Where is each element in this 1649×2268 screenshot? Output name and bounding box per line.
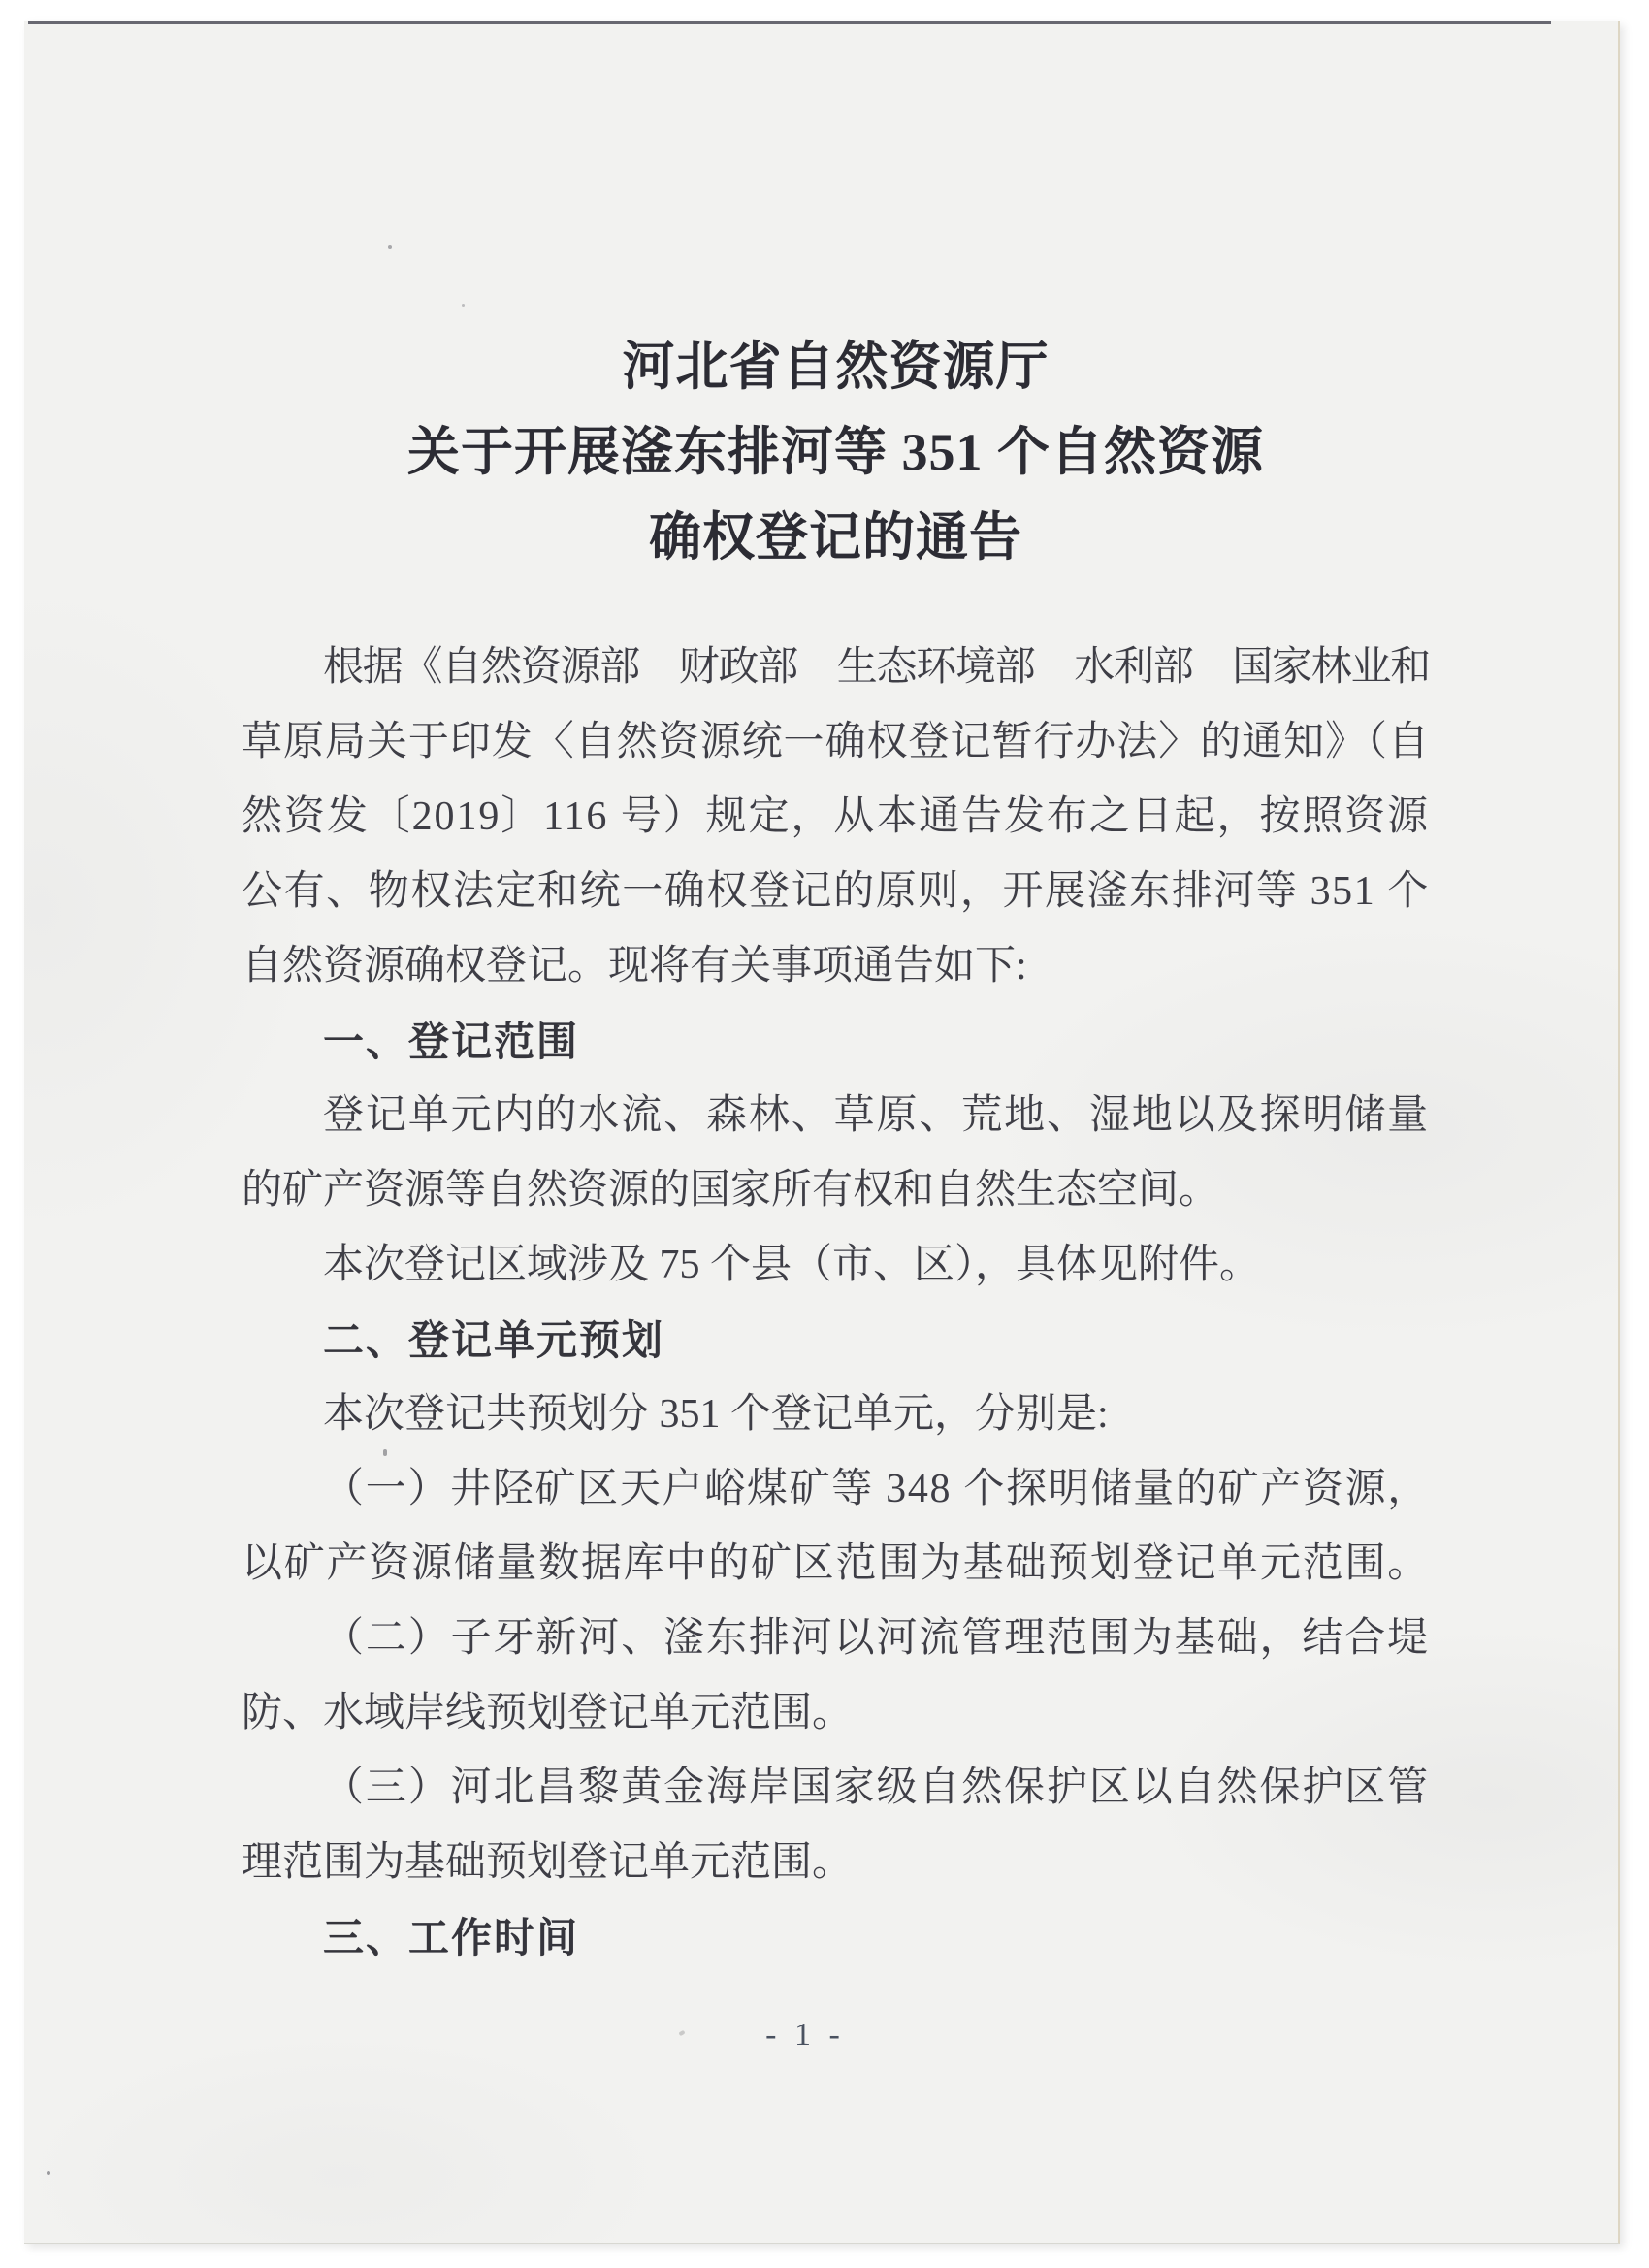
body-line: 本次登记共预划分 351 个登记单元，分别是: (323, 1392, 1109, 1437)
paper-speck (383, 1449, 387, 1456)
body-line: 防、水域岸线预划登记单元范围。 (242, 1691, 854, 1735)
body-line: （二）子牙新河、滏东排河以河流管理范围为基础，结合堤 (323, 1616, 1430, 1661)
page-number: - 1 - (765, 2017, 845, 2053)
section-heading: 二、登记单元预划 (323, 1317, 665, 1363)
body-line: 理范围为基础预划登记单元范围。 (242, 1840, 854, 1885)
document-title (242, 324, 1430, 580)
scan-top-edge-line (28, 21, 1551, 24)
scanned-paper (24, 21, 1620, 2244)
body-line: 的矿产资源等自然资源的国家所有权和自然生态空间。 (242, 1168, 1220, 1213)
body-line: （一）井陉矿区天户峪煤矿等 348 个探明储量的矿产资源， (323, 1467, 1430, 1511)
section-heading: 一、登记范围 (323, 1019, 580, 1064)
document-body (242, 631, 1430, 1975)
paper-speck (388, 245, 392, 249)
paper-speck (462, 304, 465, 307)
body-line: 登记单元内的水流、森林、草原、荒地、湿地以及探明储量 (323, 1093, 1430, 1138)
body-line: 自然资源确权登记。现将有关事项通告如下: (242, 944, 1027, 988)
body-line: 草原局关于印发〈自然资源统一确权登记暂行办法〉的通知》（自 (242, 720, 1430, 764)
paper-speck (678, 2030, 685, 2036)
body-line: 然资发〔2019〕116 号）规定，从本通告发布之日起，按照资源 (242, 794, 1430, 839)
title-line-3: 确权登记的通告 (649, 508, 1022, 567)
body-line: 公有、物权法定和统一确权登记的原则，开展滏东排河等 351 个 (242, 869, 1430, 914)
title-line-1: 河北省自然资源厅 (622, 338, 1050, 396)
body-line: （三）河北昌黎黄金海岸国家级自然保护区以自然保护区管 (323, 1766, 1430, 1810)
title-line-2: 关于开展滏东排河等 351 个自然资源 (407, 423, 1264, 481)
body-line: 本次登记区域涉及 75 个县（市、区），具体见附件。 (323, 1243, 1261, 1287)
paper-speck (47, 2171, 50, 2175)
section-heading: 三、工作时间 (323, 1915, 580, 1960)
body-line: 以矿产资源储量数据库中的矿区范围为基础预划登记单元范围。 (242, 1541, 1430, 1586)
body-line: 根据《自然资源部 财政部 生态环境部 水利部 国家林业和 (323, 645, 1430, 690)
